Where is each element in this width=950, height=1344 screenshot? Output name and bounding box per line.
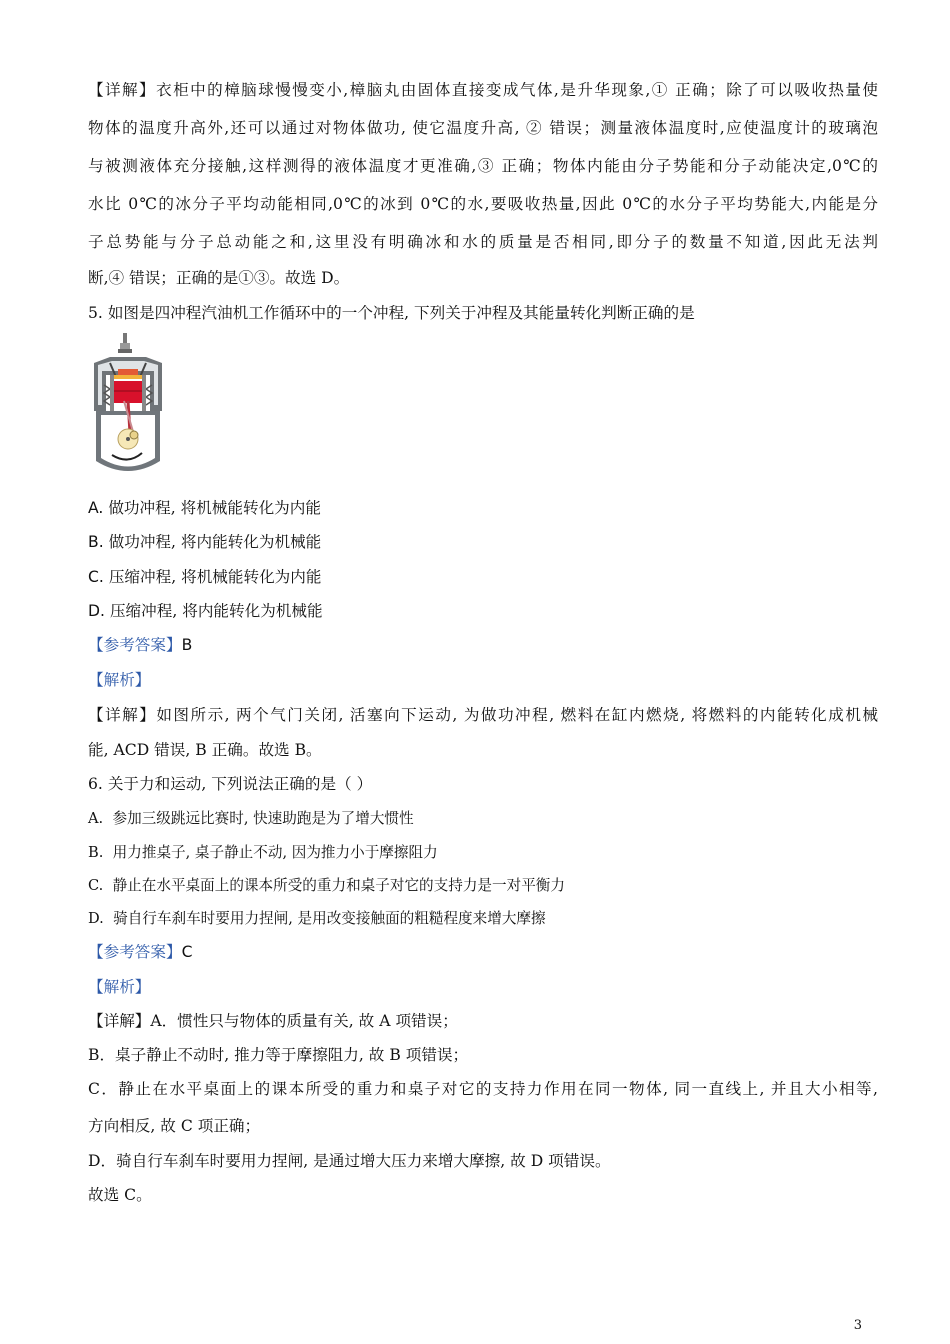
q5-option-c-text: 压缩冲程, 将机械能转化为内能: [108, 568, 322, 586]
q4-detail-line-3: 与被测液体充分接触,这样测得的液体温度才更准确,③ 正确；物体内能由分子势能和分子动能决定,0℃的: [88, 157, 878, 175]
q5-answer-label: 【参考答案】: [88, 636, 182, 654]
q6-option-d-text: 骑自行车刹车时要用力捏闸, 是用改变接触面的粗糙程度来增大摩擦: [113, 910, 546, 927]
q6-stem: 6. 关于力和运动, 下列说法正确的是（ ）: [88, 775, 373, 793]
q4-detail-line-1: 【详解】衣柜中的樟脑球慢慢变小,樟脑丸由固体直接变成气体,是升华现象,① 正确；除了可以吸收热量使: [88, 81, 878, 99]
q4-detail-line-4: 水比 0℃的冰分子平均动能相同,0℃的冰到 0℃的水,要吸收热量,因此 0℃的水分子平均势能大,内能是分: [88, 195, 878, 213]
q6-option-b: [88, 842, 878, 864]
q5-detail-line-2: 能, ACD 错误, B 正确。故选 B。: [88, 741, 322, 759]
q5-answer-line: [88, 634, 878, 656]
q6-analysis-label: 【解析】: [88, 978, 151, 996]
q6-detail-line-2: B．桌子静止不动时, 推力等于摩擦阻力, 故 B 项错误；: [88, 1046, 469, 1064]
q5-detail-line-1: 【详解】如图所示, 两个气门关闭, 活塞向下运动, 为做功冲程, 燃料在缸内燃烧, 将燃料的内能转化成机械: [88, 706, 878, 724]
q5-option-d: [88, 600, 878, 622]
q6-option-a-letter: A.: [88, 810, 104, 827]
q5-analysis-label: 【解析】: [88, 671, 151, 689]
q5-option-b: [88, 531, 878, 553]
q5-stem: 5. 如图是四冲程汽油机工作循环中的一个冲程, 下列关于冲程及其能量转化判断正确的是: [88, 304, 695, 322]
q4-detail-line-5: 子总势能与分子总动能之和,这里没有明确冰和水的质量是否相同,即分子的数量不知道,因此无法判: [88, 233, 878, 251]
q6-option-c-letter: C.: [88, 877, 104, 894]
q6-option-d-letter: D.: [88, 910, 104, 927]
q5-option-b-text: 做功冲程, 将内能转化为机械能: [108, 533, 322, 551]
page-number: 3: [853, 1318, 862, 1333]
q5-answer: B: [181, 636, 193, 654]
q6-option-d: [88, 908, 878, 930]
q5-option-a: [88, 497, 878, 519]
q5-option-c: [88, 566, 878, 588]
q5-option-d-text: 压缩冲程, 将内能转化为机械能: [109, 602, 323, 620]
q6-option-c-text: 静止在水平桌面上的课本所受的重力和桌子对它的支持力是一对平衡力: [112, 877, 565, 894]
q6-option-b-letter: B.: [88, 844, 104, 861]
q5-option-d-letter: D.: [88, 602, 105, 620]
q6-detail-line-3: C．静止在水平桌面上的课本所受的重力和桌子对它的支持力作用在同一物体, 同一直线上, 并且大小相等,: [88, 1080, 878, 1098]
q6-detail-line-5: D．骑自行车刹车时要用力捏闸, 是通过增大压力来增大摩擦, 故 D 项错误。: [88, 1152, 611, 1170]
engine-diagram: [90, 333, 166, 475]
q5-option-a-text: 做功冲程, 将机械能转化为内能: [108, 499, 321, 517]
q5-option-c-letter: C.: [88, 568, 104, 586]
q6-option-a-text: 参加三级跳远比赛时, 快速助跑是为了增大惯性: [112, 810, 414, 827]
q5-option-a-letter: A.: [88, 499, 104, 517]
q6-answer: C: [181, 943, 193, 961]
q6-option-b-text: 用力推桌子, 桌子静止不动, 因为推力小于摩擦阻力: [112, 844, 438, 861]
q6-answer-label: 【参考答案】: [88, 943, 182, 961]
q6-option-c: [88, 875, 878, 897]
q6-detail-line-6: 故选 C。: [88, 1186, 152, 1204]
q4-detail-line-2: 物体的温度升高外,还可以通过对物体做功, 使它温度升高, ② 错误；测量液体温度时,应使温度计的玻璃泡: [88, 119, 878, 137]
q5-option-b-letter: B.: [88, 533, 104, 551]
q6-detail-line-1: 【详解】A．惯性只与物体的质量有关, 故 A 项错误；: [88, 1012, 458, 1030]
q6-detail-line-4: 方向相反, 故 C 项正确；: [88, 1117, 261, 1135]
q6-option-a: [88, 808, 878, 830]
q6-answer-line: [88, 941, 878, 963]
q4-detail-line-6: 断,④ 错误；正确的是①③。故选 D。: [88, 269, 350, 287]
